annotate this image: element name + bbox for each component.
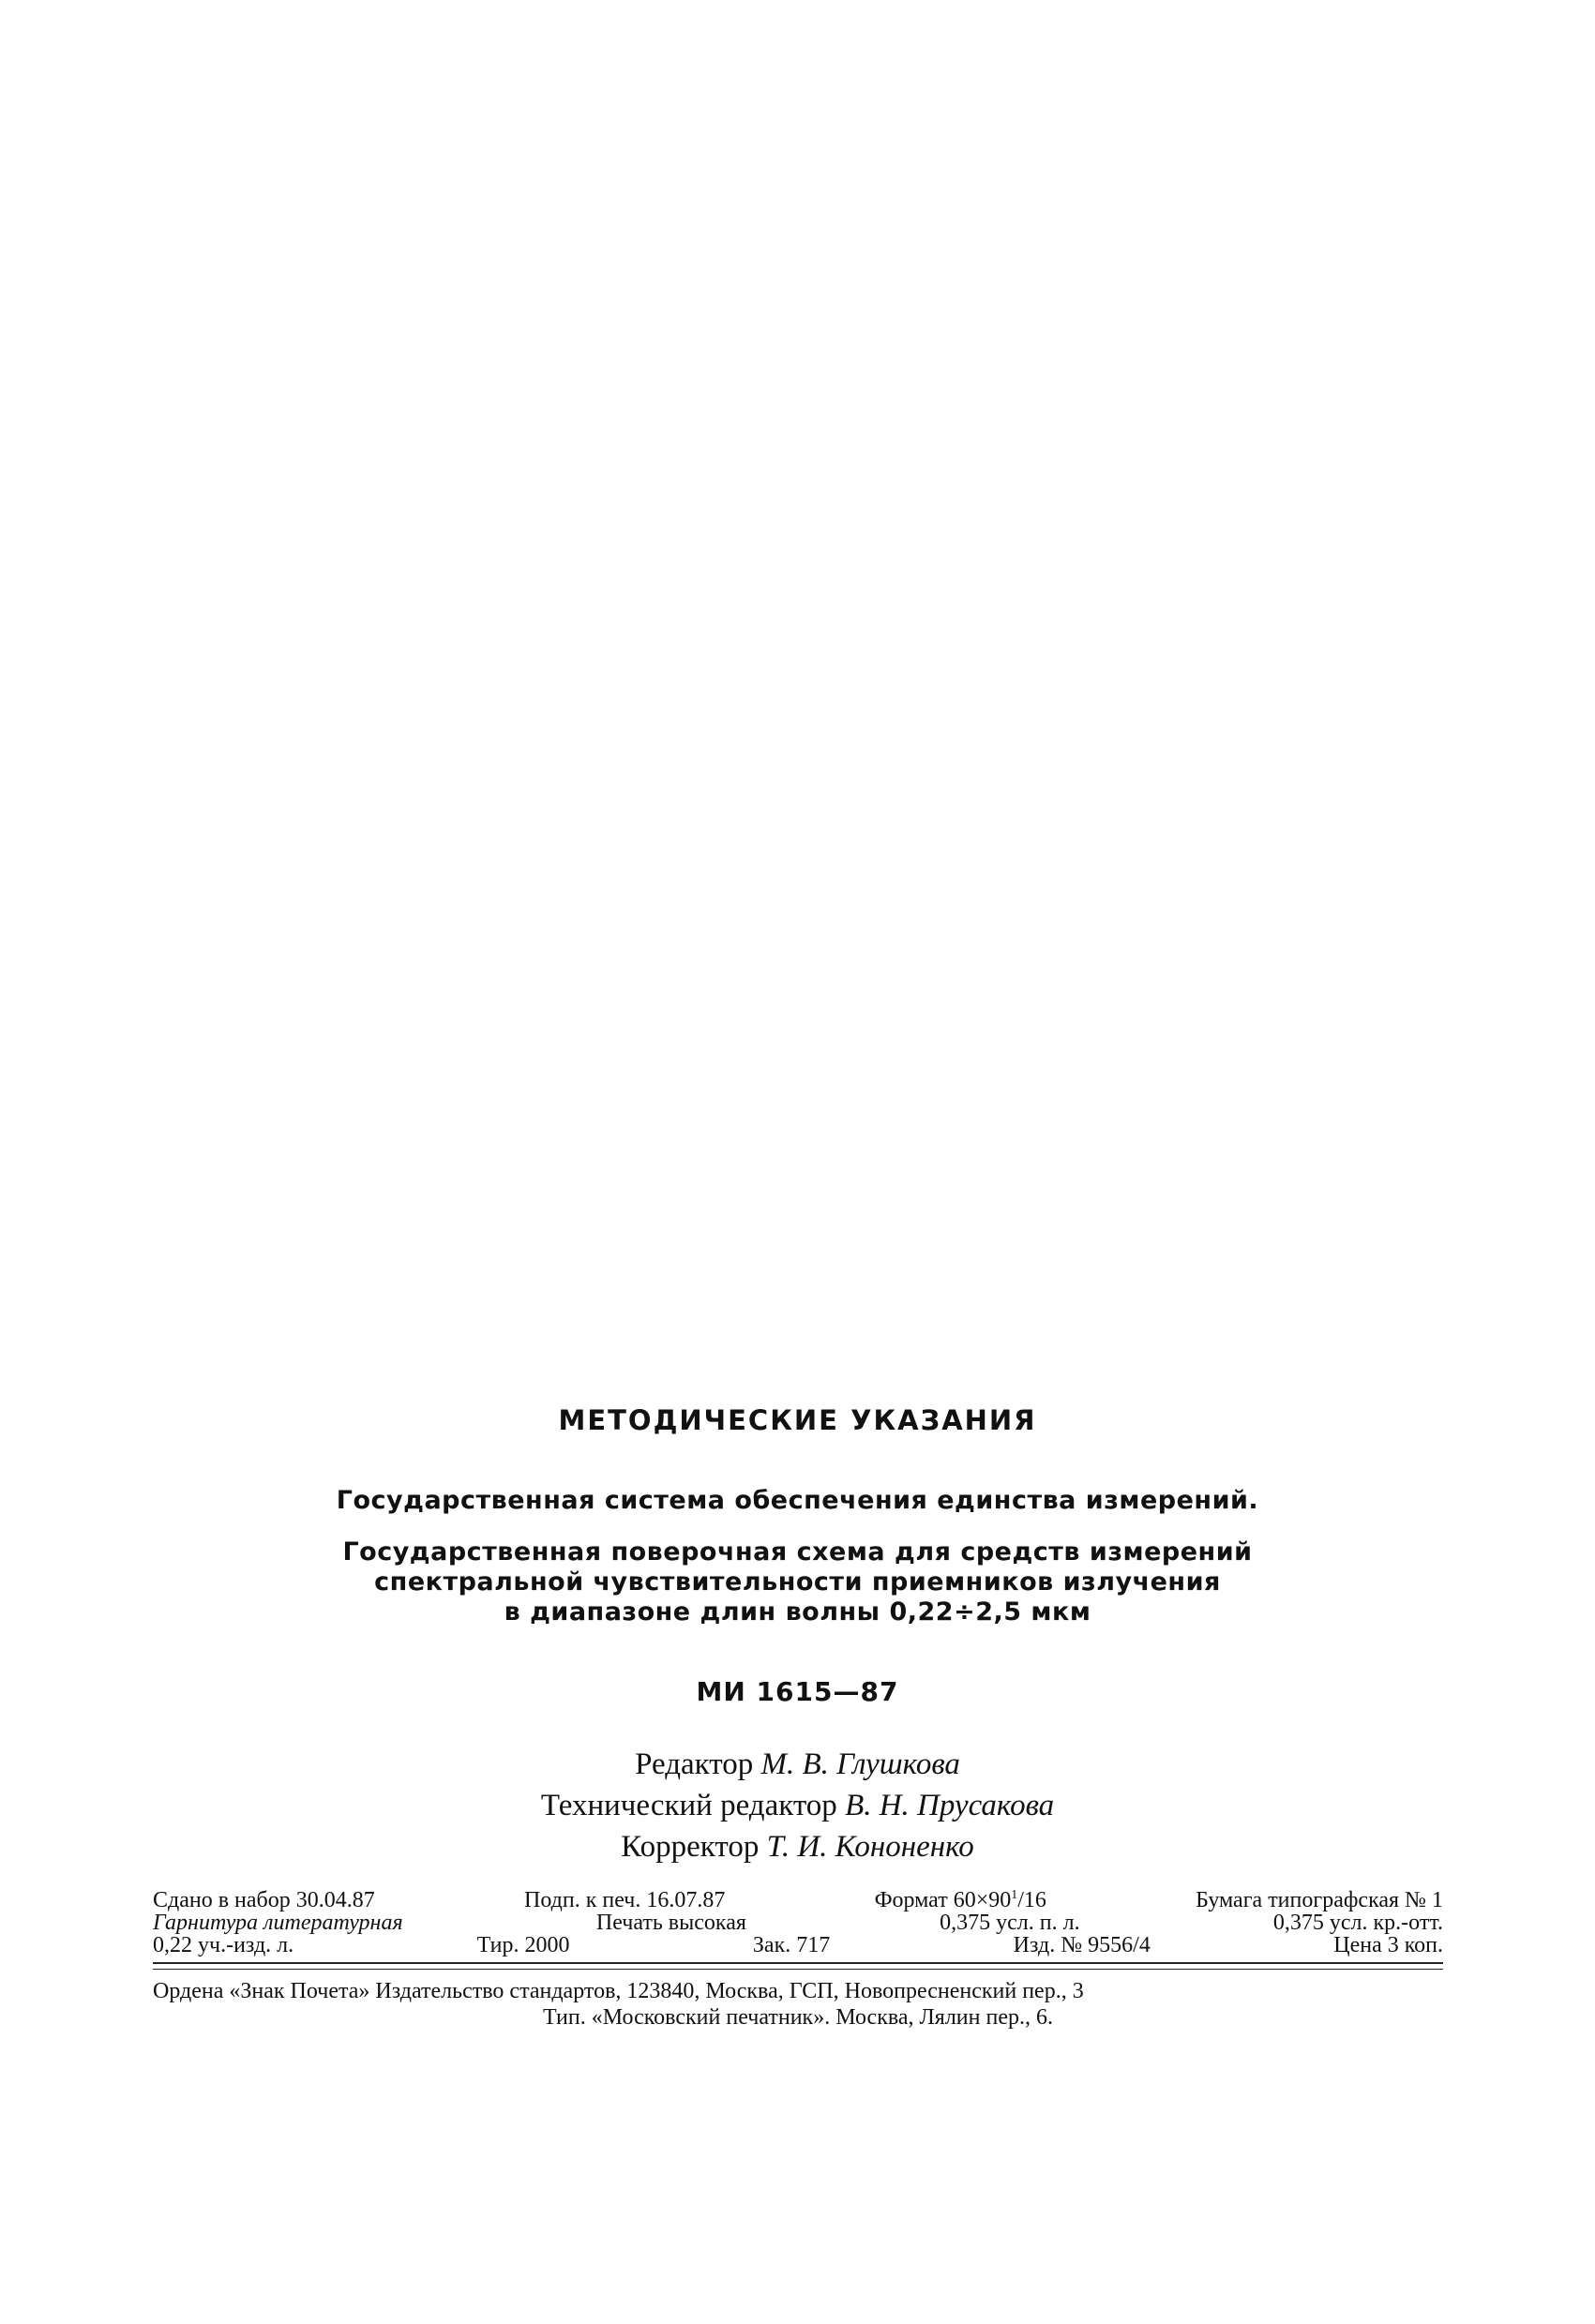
credit-tech-editor bbox=[0, 1785, 1595, 1826]
imprint-row bbox=[153, 1934, 1443, 1957]
publisher-line: Ордена «Знак Почета» Издательство стандартов, 123840, Москва, ГСП, Новопресненский пер., 3 bbox=[153, 1979, 1084, 2003]
imprint-cell: 0,375 усл. кр.-отт. bbox=[1272, 1911, 1443, 1935]
imprint-cell: Формат 60×90 bbox=[874, 1888, 1012, 1912]
printer-line: Тип. «Московский печатник». Москва, Лялин пер., 6. bbox=[542, 2005, 1053, 2030]
imprint-cell: Гарнитура литературная bbox=[153, 1911, 403, 1935]
document-code: МИ 1615—87 bbox=[696, 1676, 899, 1707]
imprint-cell: Тир. 2000 bbox=[476, 1933, 570, 1957]
divider-line bbox=[153, 1962, 1443, 1964]
imprint-block bbox=[153, 1889, 1443, 1957]
document-subtitle-scheme bbox=[0, 1537, 1595, 1627]
publisher-block bbox=[153, 1978, 1443, 2031]
imprint-row bbox=[153, 1889, 1443, 1912]
credit-name: М. В. Глушкова bbox=[760, 1747, 960, 1781]
credit-name: Т. И. Кононенко bbox=[766, 1830, 974, 1864]
document-subtitle-system: Государственная система обеспечения единства измерений. bbox=[336, 1486, 1259, 1515]
credit-role: Редактор bbox=[635, 1747, 754, 1781]
imprint-cell: Печать высокая bbox=[595, 1911, 746, 1935]
imprint-cell: Изд. № 9556/4 bbox=[1013, 1933, 1151, 1957]
imprint-cell: Цена 3 коп. bbox=[1333, 1933, 1443, 1957]
imprint-cell: 0,22 уч.-изд. л. bbox=[153, 1933, 294, 1957]
subtitle-line: Государственная поверочная схема для средств измерений bbox=[342, 1537, 1253, 1567]
imprint-format-sub: /16 bbox=[1017, 1888, 1046, 1912]
credit-role: Технический редактор bbox=[540, 1789, 837, 1822]
imprint-format bbox=[875, 1889, 1046, 1912]
credit-name: В. Н. Прусакова bbox=[845, 1789, 1055, 1822]
imprint-format-sup: 1 bbox=[1011, 1888, 1018, 1902]
imprint-cell: Зак. 717 bbox=[752, 1933, 831, 1957]
credit-editor bbox=[0, 1744, 1595, 1785]
imprint-cell: Бумага типографская № 1 bbox=[1196, 1888, 1443, 1912]
credits-block bbox=[0, 1744, 1595, 1867]
subtitle-line: спектральной чувствительности приемников излучения bbox=[374, 1567, 1221, 1597]
subtitle-line: в диапазоне длин волны 0,22÷2,5 мкм bbox=[504, 1597, 1091, 1627]
credit-role: Корректор bbox=[621, 1830, 760, 1864]
divider-line bbox=[153, 1969, 1443, 1970]
imprint-cell: Подп. к печ. 16.07.87 bbox=[524, 1888, 726, 1912]
imprint-row bbox=[153, 1912, 1443, 1934]
imprint-cell: 0,375 усл. п. л. bbox=[940, 1911, 1080, 1935]
credit-proofreader bbox=[0, 1826, 1595, 1867]
document-heading: МЕТОДИЧЕСКИЕ УКАЗАНИЯ bbox=[558, 1404, 1037, 1436]
imprint-cell: Сдано в набор 30.04.87 bbox=[153, 1888, 375, 1912]
